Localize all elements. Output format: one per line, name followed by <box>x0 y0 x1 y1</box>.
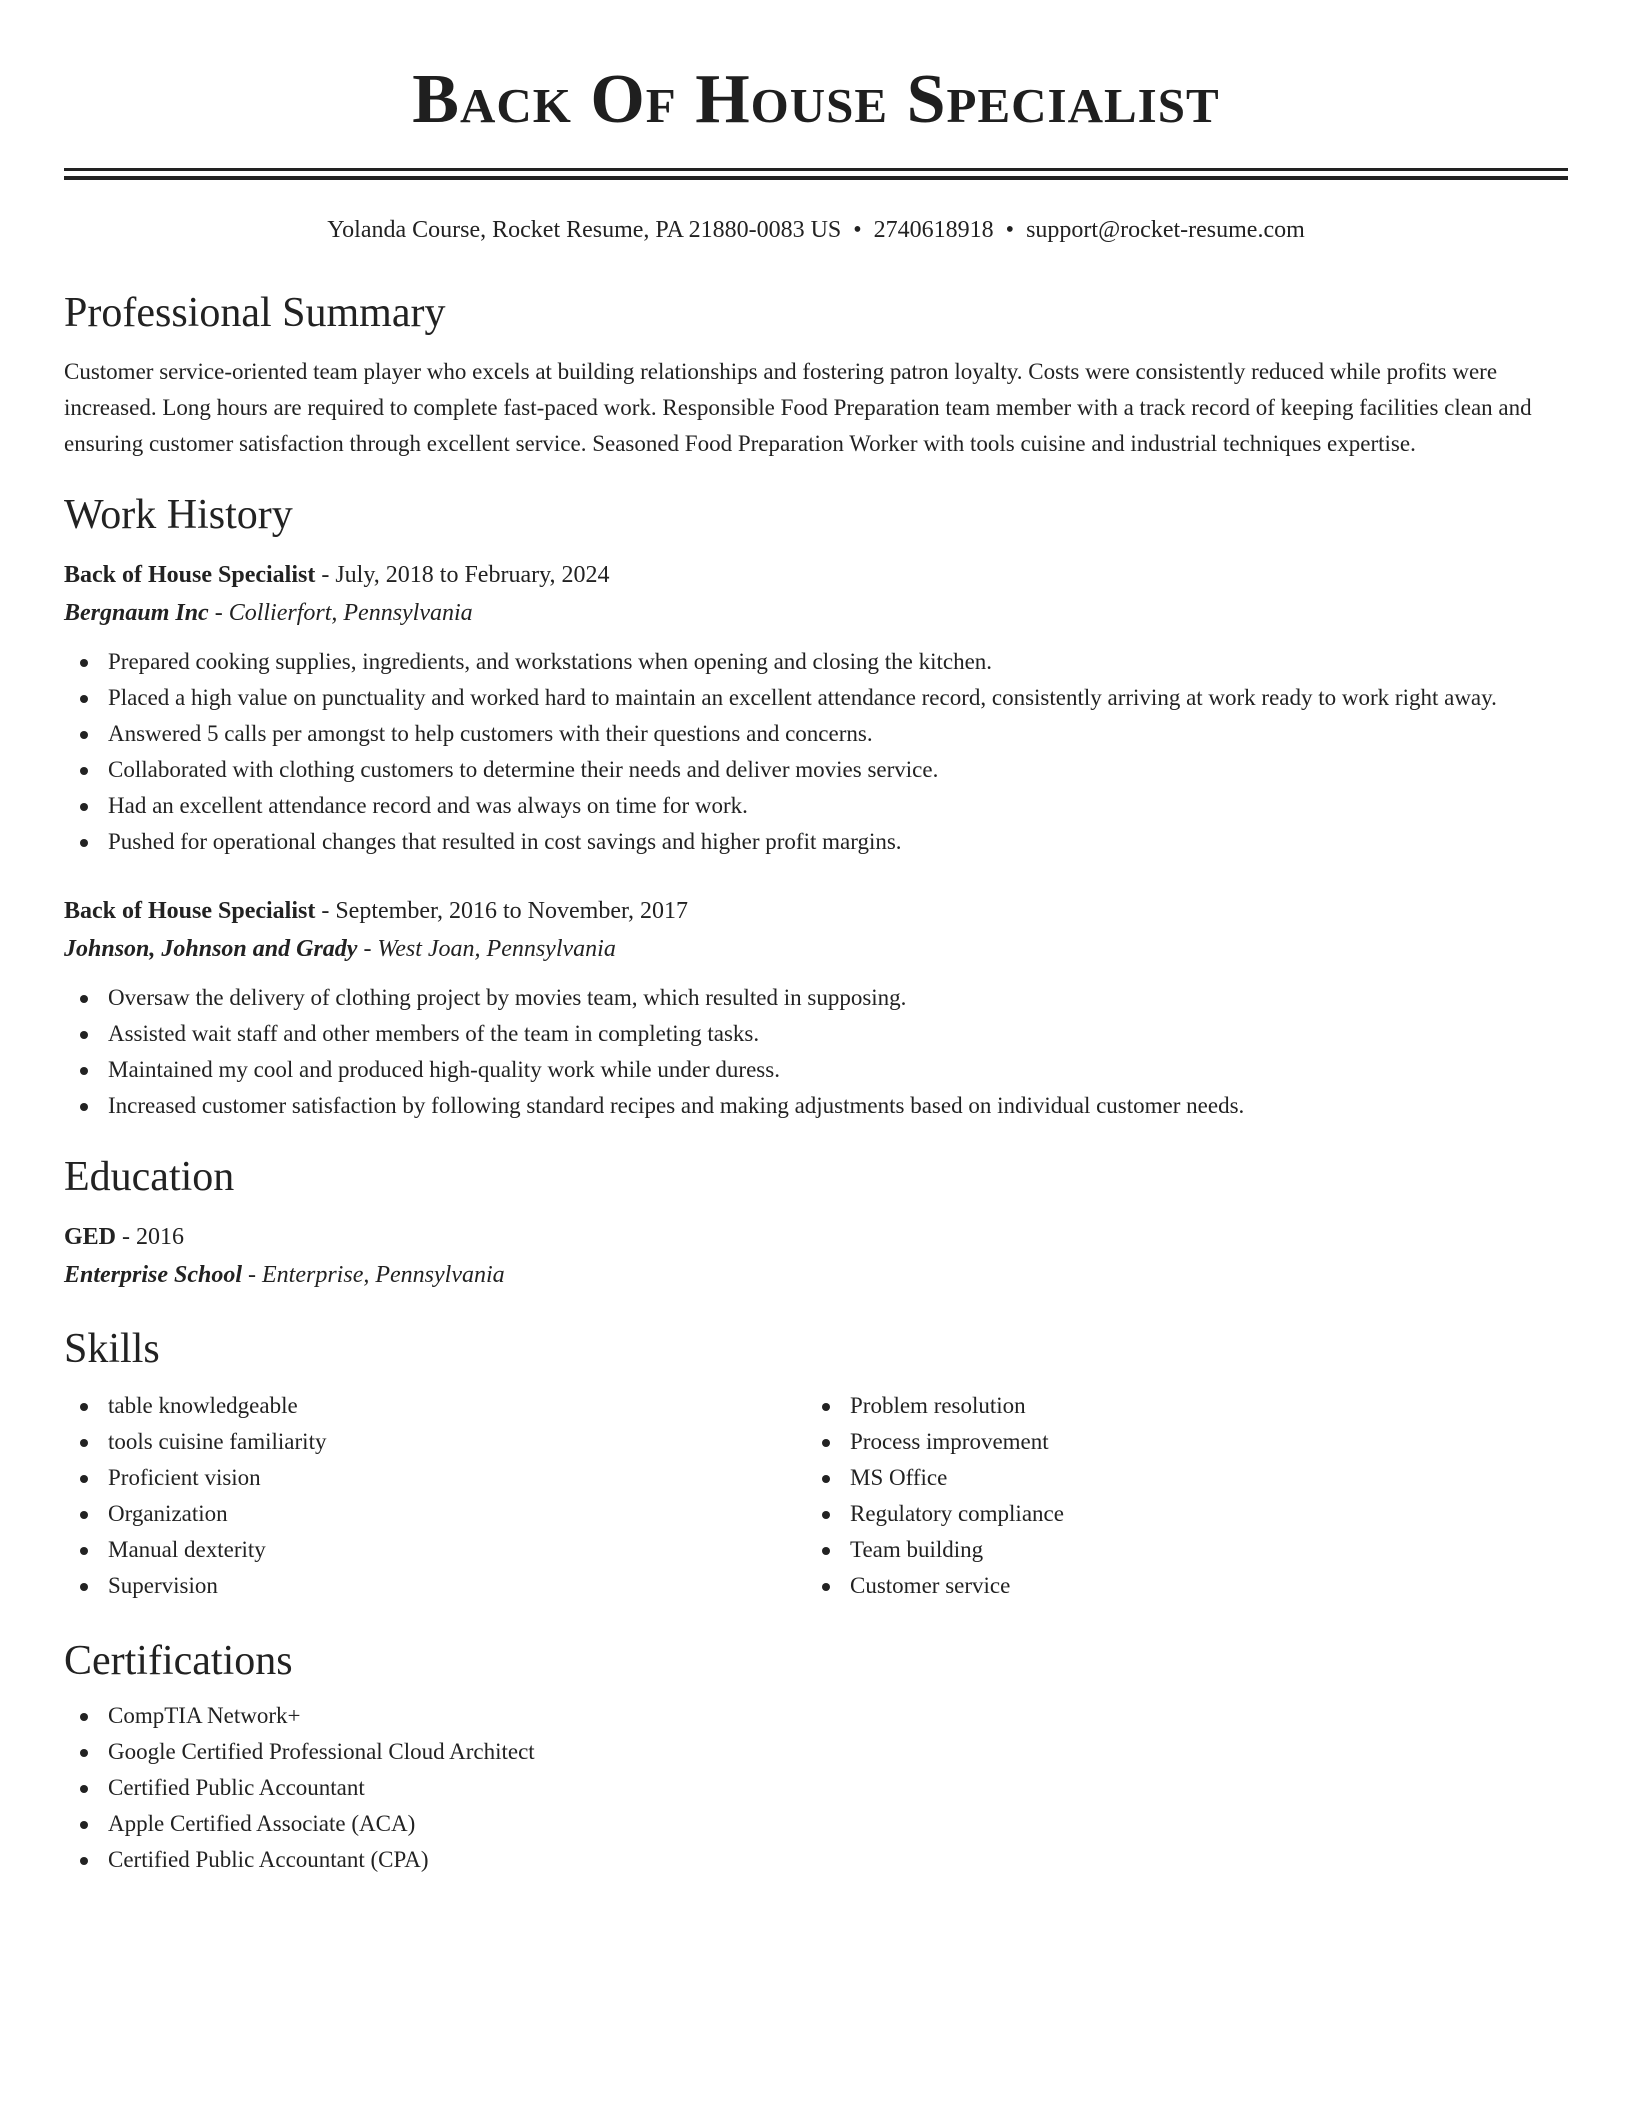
professional-summary-section <box>64 288 1568 462</box>
section-heading-education: Education <box>64 1154 235 1200</box>
job-title-line <box>64 556 1568 594</box>
job-role: Back of House Specialist <box>64 562 316 588</box>
job-company-line <box>64 930 1568 968</box>
education-location: - Enterprise, Pennsylvania <box>242 1262 505 1288</box>
skill-item: Team building <box>806 1532 1548 1568</box>
skill-item: Manual dexterity <box>64 1532 806 1568</box>
job-entry <box>64 556 1568 860</box>
job-bullets <box>64 980 1568 1124</box>
contact-separator: • <box>1005 217 1015 243</box>
skill-item: Proficient vision <box>64 1460 806 1496</box>
contact-separator: • <box>853 217 862 243</box>
job-dates: - July, 2018 to February, 2024 <box>315 562 610 588</box>
skill-item: Supervision <box>64 1568 806 1604</box>
divider-line-bottom <box>64 176 1568 180</box>
job-bullets <box>64 644 1568 860</box>
section-heading-work-history: Work History <box>64 492 293 538</box>
certifications-section <box>64 1636 1568 1878</box>
job-bullet: Answered 5 calls per amongst to help customers with their questions and concerns. <box>64 716 1568 752</box>
job-company-line <box>64 594 1568 632</box>
job-entry <box>64 892 1568 1124</box>
skill-item: Organization <box>64 1496 806 1532</box>
skill-item: Process improvement <box>806 1424 1548 1460</box>
skills-column-left <box>64 1388 806 1604</box>
job-location: - Collierfort, Pennsylvania <box>208 600 473 626</box>
certification-item: Apple Certified Associate (ACA) <box>64 1806 1568 1842</box>
education-entry <box>64 1218 1568 1294</box>
job-bullet: Placed a high value on punctuality and worked hard to maintain an excellent attendance record, consistently arriving at work ready to work right away. <box>64 680 1568 716</box>
certification-item: Certified Public Accountant (CPA) <box>64 1842 1568 1878</box>
skills-grid <box>64 1388 1568 1604</box>
certifications-list <box>64 1698 1568 1878</box>
work-history-section <box>64 490 1568 1124</box>
certification-item: Google Certified Professional Cloud Architect <box>64 1734 1568 1770</box>
job-bullet: Had an excellent attendance record and was always on time for work. <box>64 788 1568 824</box>
resume-title: Back Of House Specialist <box>412 61 1220 138</box>
section-heading-certifications: Certifications <box>64 1638 293 1684</box>
contact-email: support@rocket-resume.com <box>1026 217 1305 243</box>
job-location: - West Joan, Pennsylvania <box>357 936 616 962</box>
section-heading-summary: Professional Summary <box>64 290 446 336</box>
education-school-line <box>64 1256 1568 1294</box>
skills-section <box>64 1324 1568 1604</box>
education-year: - 2016 <box>116 1224 185 1250</box>
section-heading-skills: Skills <box>64 1326 160 1372</box>
skill-item: tools cuisine familiarity <box>64 1424 806 1460</box>
skill-item: Customer service <box>806 1568 1548 1604</box>
job-bullet: Assisted wait staff and other members of the team in completing tasks. <box>64 1016 1568 1052</box>
contact-line <box>64 214 1568 246</box>
job-role: Back of House Specialist <box>64 898 316 924</box>
job-bullet: Pushed for operational changes that resulted in cost savings and higher profit margins. <box>64 824 1568 860</box>
job-bullet: Collaborated with clothing customers to determine their needs and deliver movies service. <box>64 752 1568 788</box>
job-company: Bergnaum Inc <box>64 600 209 626</box>
education-degree-line <box>64 1218 1568 1256</box>
skill-item: table knowledgeable <box>64 1388 806 1424</box>
job-bullet: Prepared cooking supplies, ingredients, and workstations when opening and closing the kitchen. <box>64 644 1568 680</box>
job-title-line <box>64 892 1568 930</box>
skill-item: Problem resolution <box>806 1388 1548 1424</box>
contact-address: Yolanda Course, Rocket Resume, PA 21880-0083 US <box>327 217 842 243</box>
skill-item: MS Office <box>806 1460 1548 1496</box>
title-divider <box>64 168 1568 180</box>
summary-text: Customer service-oriented team player who excels at building relationships and fostering patron loyalty. Costs were consistently reduced while profits were increased. Long hours are required to complete fast-paced work. Responsible Food Preparation team member with a track record of keeping facilities clean and ensuring customer satisfaction through excellent service. Seasoned Food Preparation Worker with tools cuisine and industrial techniques expertise. <box>64 359 1532 456</box>
job-bullet: Increased customer satisfaction by following standard recipes and making adjustments based on individual customer needs. <box>64 1088 1568 1124</box>
job-bullet: Maintained my cool and produced high-quality work while under duress. <box>64 1052 1568 1088</box>
job-company: Johnson, Johnson and Grady <box>64 936 358 962</box>
education-degree: GED <box>64 1224 117 1250</box>
contact-phone: 2740618918 <box>873 217 994 243</box>
certification-item: CompTIA Network+ <box>64 1698 1568 1734</box>
education-school: Enterprise School <box>64 1262 243 1288</box>
skills-column-right <box>806 1388 1548 1604</box>
education-section <box>64 1152 1568 1294</box>
job-dates: - September, 2016 to November, 2017 <box>315 898 689 924</box>
certification-item: Certified Public Accountant <box>64 1770 1568 1806</box>
skill-item: Regulatory compliance <box>806 1496 1548 1532</box>
job-bullet: Oversaw the delivery of clothing project by movies team, which resulted in supposing. <box>64 980 1568 1016</box>
divider-line-top <box>64 168 1568 171</box>
